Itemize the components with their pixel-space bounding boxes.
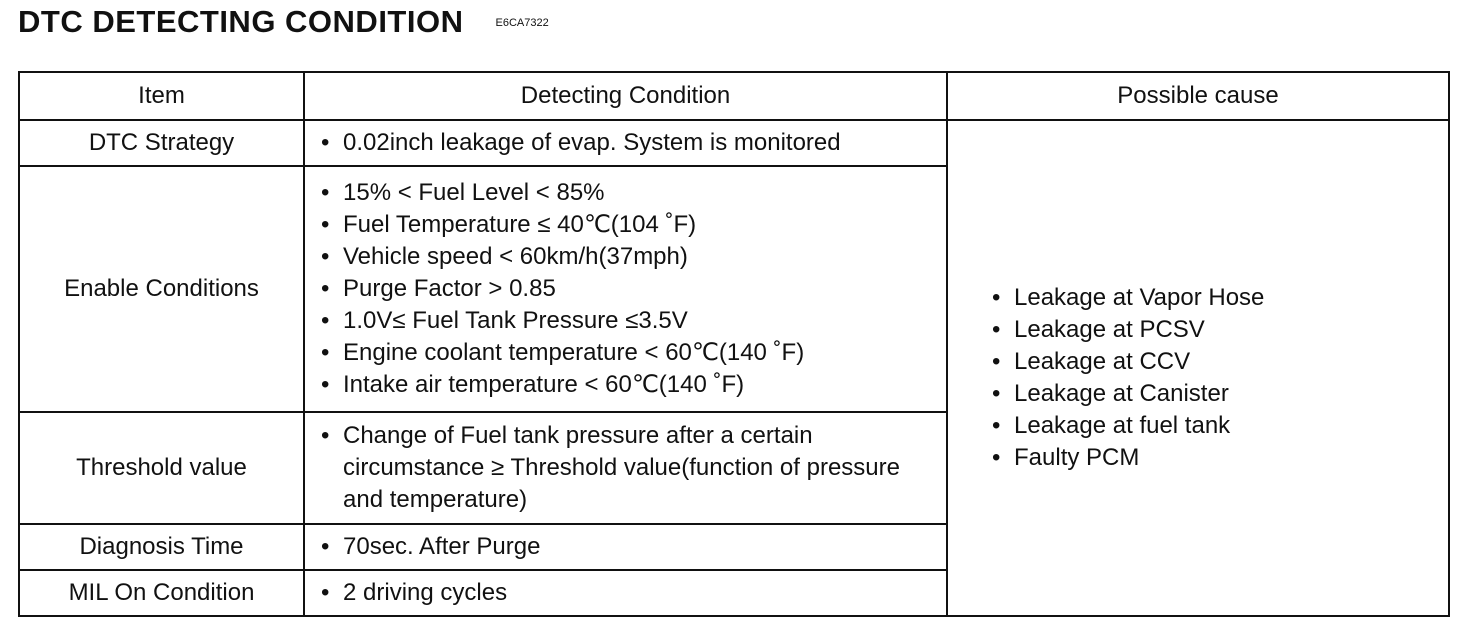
- dtc-condition-table: [18, 71, 1450, 617]
- list-item: • Leakage at PCSV: [1014, 314, 1448, 346]
- condition-list: [305, 577, 946, 609]
- column-header-possible-cause: Possible cause: [947, 72, 1449, 120]
- table-header-row: [19, 72, 1449, 120]
- condition-cell: [304, 120, 947, 166]
- document-code: E6CA7322: [495, 17, 549, 29]
- row-item-dtc-strategy: DTC Strategy: [19, 120, 304, 166]
- list-item: • 1.0V≤ Fuel Tank Pressure ≤3.5V: [343, 305, 946, 337]
- condition-cell: [304, 166, 947, 412]
- condition-list: [305, 420, 946, 516]
- possible-cause-cell: [947, 120, 1449, 616]
- condition-cell: [304, 412, 947, 524]
- list-item: • Change of Fuel tank pressure after a certain circumstance ≥ Threshold value(function of pressure and temperature): [343, 420, 916, 516]
- list-item: • 15% < Fuel Level < 85%: [343, 177, 946, 209]
- list-item: • Faulty PCM: [1014, 442, 1448, 474]
- condition-list: [305, 177, 946, 401]
- list-item: • Purge Factor > 0.85: [343, 273, 946, 305]
- column-header-detecting-condition: Detecting Condition: [304, 72, 947, 120]
- page-title: DTC DETECTING CONDITION: [18, 4, 464, 39]
- condition-list: [305, 127, 946, 159]
- list-item: • 70sec. After Purge: [343, 531, 946, 563]
- possible-cause-list: [948, 282, 1448, 474]
- list-item: • Fuel Temperature ≤ 40℃(104 ˚F): [343, 209, 946, 241]
- row-item-mil-on-condition: MIL On Condition: [19, 570, 304, 616]
- row-item-diagnosis-time: Diagnosis Time: [19, 524, 304, 570]
- column-header-item: Item: [19, 72, 304, 120]
- list-item: • Leakage at CCV: [1014, 346, 1448, 378]
- list-item: • Leakage at fuel tank: [1014, 410, 1448, 442]
- list-item: • Intake air temperature < 60℃(140 ˚F): [343, 369, 946, 401]
- list-item: • Leakage at Vapor Hose: [1014, 282, 1448, 314]
- condition-list: [305, 531, 946, 563]
- list-item: • Engine coolant temperature < 60℃(140 ˚F): [343, 337, 946, 369]
- document-header: [18, 4, 549, 40]
- condition-cell: [304, 524, 947, 570]
- row-item-enable-conditions: Enable Conditions: [19, 166, 304, 412]
- table-row: [19, 120, 1449, 166]
- row-item-threshold-value: Threshold value: [19, 412, 304, 524]
- condition-cell: [304, 570, 947, 616]
- list-item: • Vehicle speed < 60km/h(37mph): [343, 241, 946, 273]
- list-item: • 2 driving cycles: [343, 577, 946, 609]
- list-item: • Leakage at Canister: [1014, 378, 1448, 410]
- list-item: • 0.02inch leakage of evap. System is monitored: [343, 127, 946, 159]
